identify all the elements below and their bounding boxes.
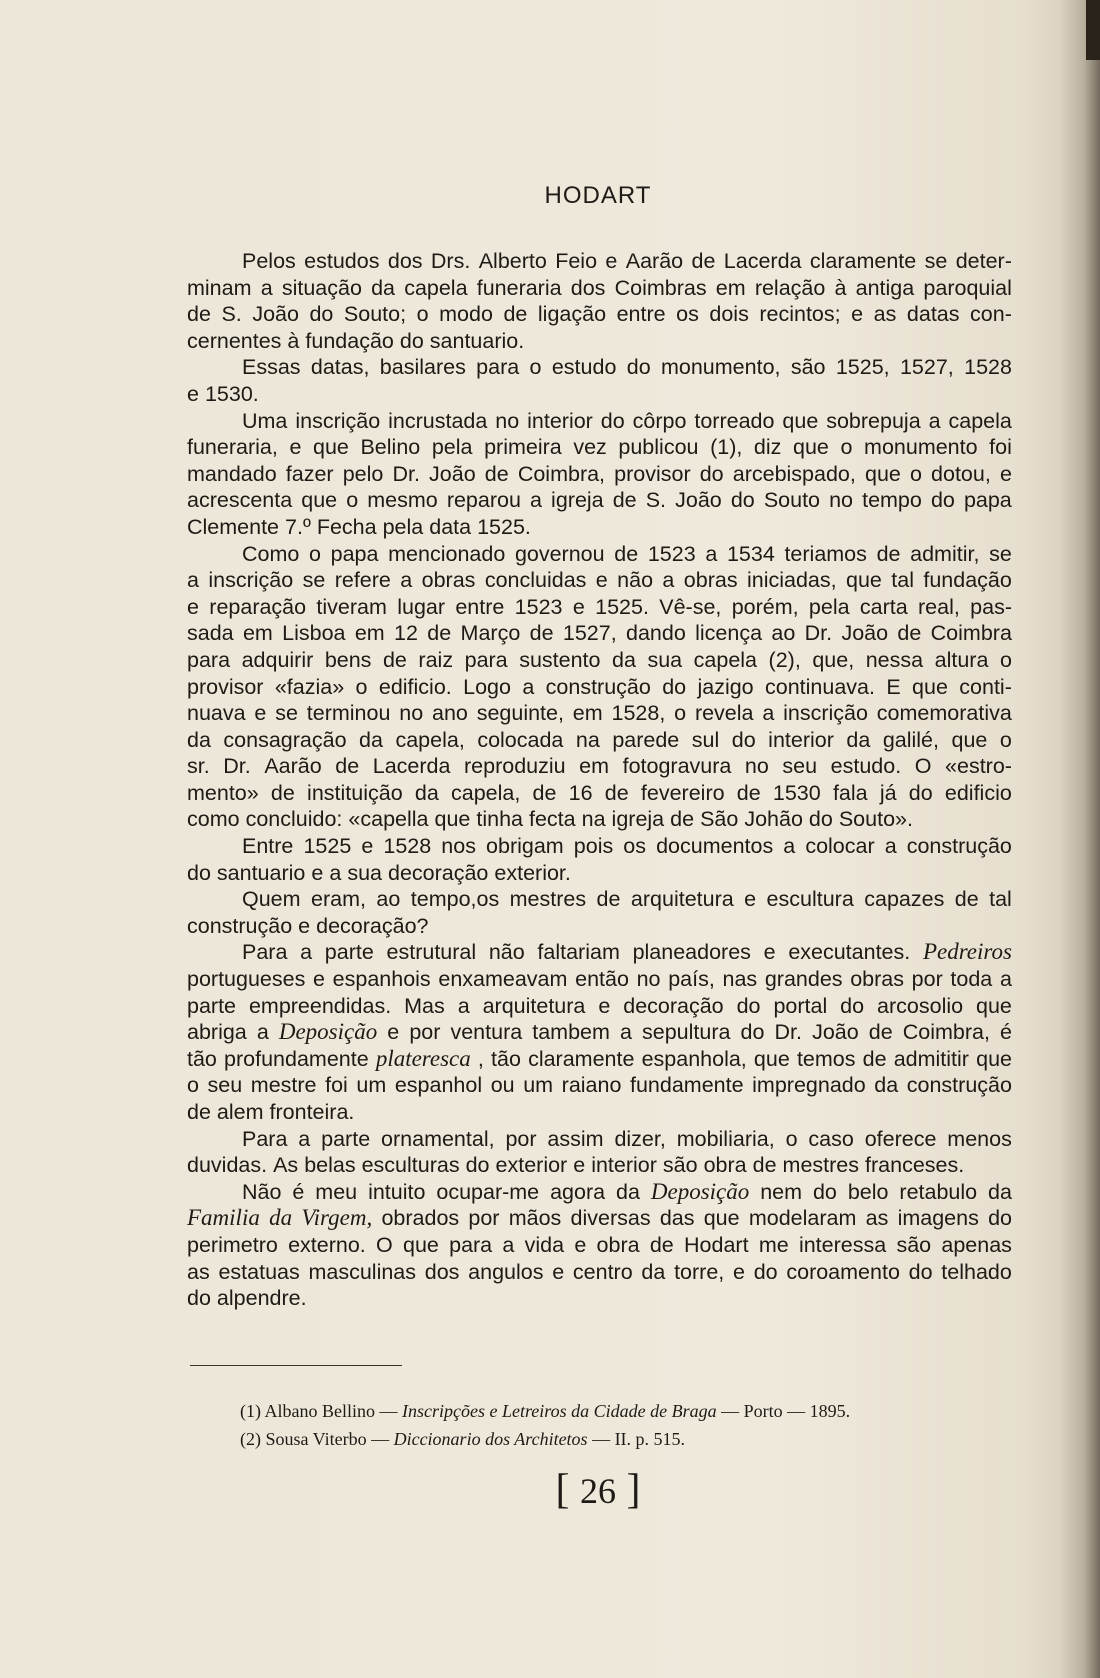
text-line: funeraria, e que Belino pela primeira vez publicou (1), diz que o monumento foi — [187, 435, 1012, 460]
text-line: Para a parte ornamental, por assim dizer, mobiliaria, o caso oferece menos — [242, 1126, 1012, 1151]
text-line: Pelos estudos dos Drs. Alberto Feio e Aarão de Lacerda claramente se deter- — [242, 249, 1012, 273]
text-line: sada em Lisboa em 12 de Março de 1527, dando licença ao Dr. João de Coimbra — [187, 621, 1012, 646]
text-line: do santuario e a sua decoração exterior. — [187, 860, 571, 885]
text-line: Essas datas, basilares para o estudo do monumento, são 1525, 1527, 1528 — [242, 355, 1012, 380]
text-line: Como o papa mencionado governou de 1523 a 1534 teriamos de admitir, se — [242, 541, 1012, 566]
text-line: Familia da Virgem, obrados por mãos diversas das que modelaram as imagens do — [187, 1205, 1012, 1231]
footnote-1-title: Inscripções e Letreiros da Cidade de Braga — [401, 1401, 717, 1421]
paragraph — [187, 408, 1012, 541]
text-line: mandado fazer pelo Dr. João de Coimbra, provisor do arcebispado, que o dotou, e — [187, 461, 1012, 486]
text-line: para adquirir bens de raiz para sustento da sua capela (2), que, nessa altura o — [187, 647, 1012, 672]
text-line: mento» de instituição da capela, de 16 de fevereiro de 1530 fala já do edificio — [187, 780, 1012, 805]
paragraph — [187, 354, 1012, 407]
paragraph — [187, 939, 1012, 1125]
text-line: Entre 1525 e 1528 nos obrigam pois os documentos a colocar a construção — [242, 834, 1012, 859]
text-line: minam a situação da capela funeraria dos Coimbras em relação à antiga paroquial — [187, 275, 1012, 300]
page-corner-shadow — [1086, 0, 1100, 60]
page-number-value: 26 — [580, 1471, 616, 1511]
paragraph — [187, 541, 1012, 834]
footnote-1-lead: (1) Albano Bellino — — [240, 1401, 402, 1421]
text-line: a inscrição se refere a obras concluidas e não a obras iniciadas, que tal fundação — [187, 568, 1012, 593]
paragraph — [187, 1126, 1012, 1179]
footnote-2-title: Diccionario dos Architetos — [393, 1429, 588, 1449]
text-line: e reparação tiveram lugar entre 1523 e 1525. Vê-se, porém, pela carta real, pas- — [187, 594, 1012, 619]
text-line: portugueses e espanhois enxameavam então no país, nas grandes obras por toda a — [187, 967, 1012, 992]
footnote-2-rest: — II. p. 515. — [587, 1429, 686, 1449]
text-line: da consagração da capela, colocada na parede sul do interior da galilé, que o — [187, 727, 1012, 752]
text-line: sr. Dr. Aarão de Lacerda reproduziu em fotogravura no seu estudo. O «estro- — [187, 754, 1012, 779]
text-line: Para a parte estrutural não faltariam planeadores e executantes. Pedreiros — [242, 939, 1012, 965]
footnote-1 — [240, 1397, 940, 1425]
body-text — [187, 248, 1012, 1312]
text-line: perimetro externo. O que para a vida e obra de Hodart me interessa são apenas — [187, 1232, 1012, 1257]
footnote-1-rest: — Porto — 1895. — [716, 1401, 851, 1421]
text-line: e 1530. — [187, 381, 259, 406]
paragraph — [187, 886, 1012, 939]
text-line: do alpendre. — [187, 1286, 307, 1311]
text-line: abriga a Deposição e por ventura tambem a sepultura do Dr. João de Coimbra, é — [187, 1019, 1012, 1045]
text-line: o seu mestre foi um espanhol ou um raiano fundamente impregnado da construção — [187, 1073, 1012, 1098]
text-line: as estatuas masculinas dos angulos e centro da torre, e do coroamento do telhado — [187, 1259, 1012, 1284]
footnote-2 — [240, 1425, 940, 1453]
text-line: acrescenta que o mesmo reparou a igreja de S. João do Souto no tempo do papa — [187, 488, 1012, 513]
text-line: cernentes à fundação do santuario. — [187, 328, 525, 353]
text-line: construção e decoração? — [187, 913, 429, 938]
running-header: HODART — [544, 182, 652, 209]
text-line: tão profundamente plateresca , tão claramente espanhola, que temos de admititir que — [187, 1045, 1012, 1071]
text-line: Não é meu intuito ocupar-me agora da Deposição nem do belo retabulo da — [242, 1178, 1012, 1204]
text-line: nuava e se terminou no ano seguinte, em 1528, o revela a inscrição comemorativa — [187, 701, 1012, 726]
paragraph — [187, 1179, 1012, 1312]
page-number: [ 26 ] — [555, 1467, 641, 1513]
text-line: de alem fronteira. — [187, 1100, 355, 1124]
footnote-2-lead: (2) Sousa Viterbo — — [240, 1429, 394, 1449]
page-edge-shadow — [1060, 0, 1100, 1678]
footnote-rule — [190, 1365, 402, 1366]
paragraph — [187, 833, 1012, 886]
text-line: parte empreendidas. Mas a arquitetura e decoração do portal do arcosolio que — [187, 993, 1012, 1018]
text-line: como concluido: «capella que tinha fecta na igreja de São Johão do Souto». — [187, 807, 913, 832]
text-line: provisor «fazia» o edificio. Logo a construção do jazigo continuava. E que conti- — [187, 674, 1012, 699]
text-line: de S. João do Souto; o modo de ligação entre os dois recintos; e as datas con- — [187, 302, 1012, 327]
text-line: Clemente 7.º Fecha pela data 1525. — [187, 514, 531, 539]
text-line: Uma inscrição incrustada no interior do côrpo torreado que sobrepuja a capela — [242, 408, 1012, 433]
footnotes — [240, 1397, 940, 1453]
text-line: duvidas. As belas esculturas do exterior e interior são obra de mestres franceses. — [187, 1153, 965, 1178]
paragraph — [187, 248, 1012, 354]
text-line: Quem eram, ao tempo,os mestres de arquitetura e escultura capazes de tal — [242, 887, 1012, 912]
